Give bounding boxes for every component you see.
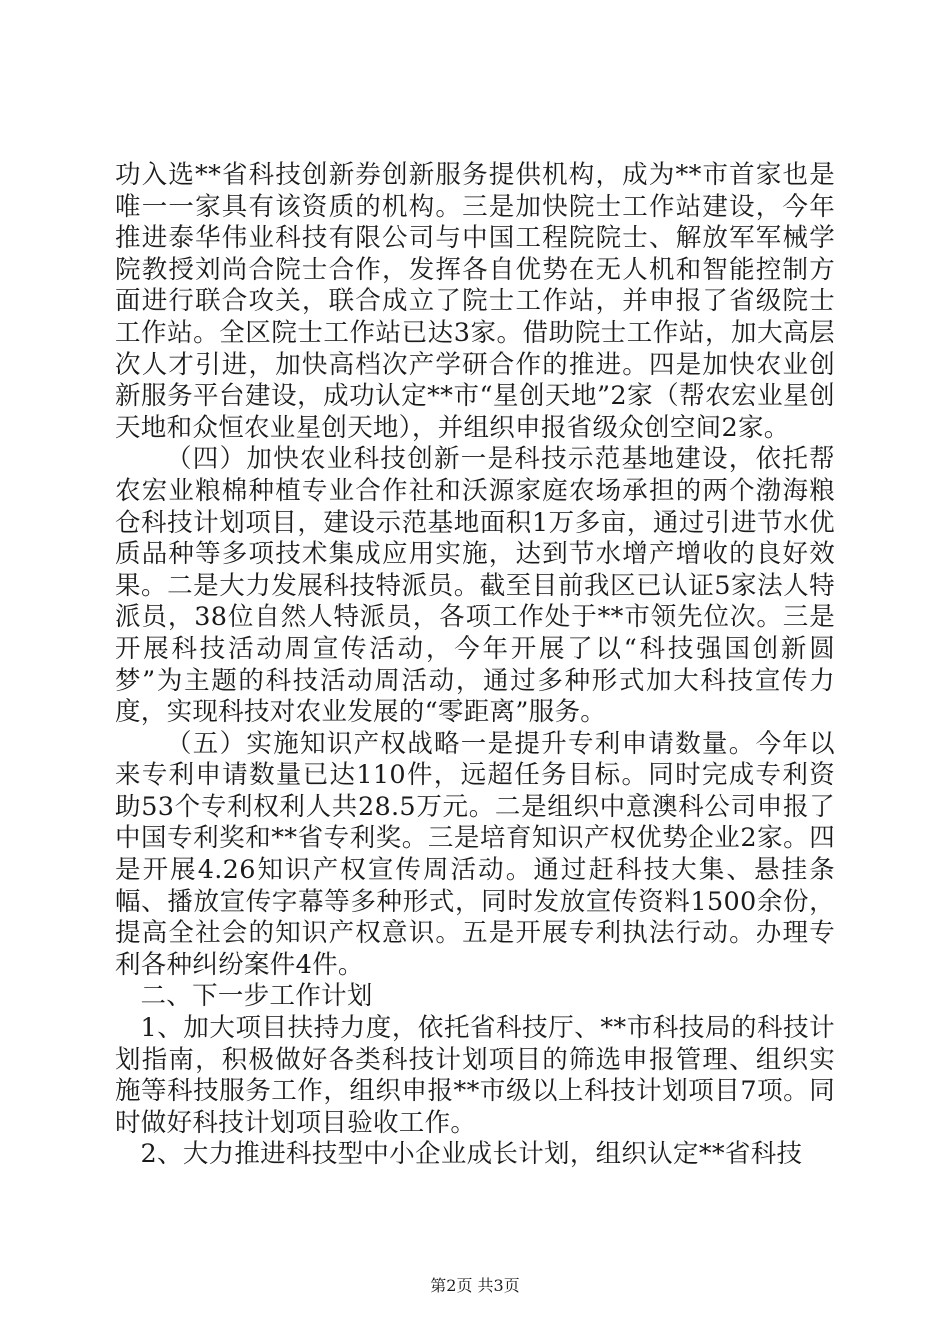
section-heading-next-plan: 二、下一步工作计划	[140, 981, 373, 1012]
document-body	[115, 160, 835, 1171]
paragraph-section-5: （五）实施知识产权战略一是提升专利申请数量。今年以来专利申请数量已达110件，远超任务目标。同时完成专利资助53个专利权利人共28.5万元。二是组织中意澳科公司申报了中国专利奖和**省专利奖。三是培育知识产权优势企业2家。四是开展4.26知识产权宣传周活动。通过赶科技大集、悬挂条幅、播放宣传字幕等多种形式，同时发放宣传资料1500余份，提高全社会的知识产权意识。五是开展专利执法行动。办理专利各种纠纷案件4件。	[115, 728, 835, 980]
paragraph-1: 功入选**省科技创新券创新服务提供机构，成为**市首家也是唯一一家具有该资质的机构。三是加快院士工作站建设，今年推进泰华伟业科技有限公司与中国工程院院士、解放军军械学院教授刘尚合院士合作，发挥各自优势在无人机和智能控制方面进行联合攻关，联合成立了院士工作站，并申报了省级院士工作站。全区院士工作站已达3家。借助院士工作站，加大高层次人才引进，加快高档次产学研合作的推进。四是加快农业创新服务平台建设，成功认定**市“星创天地”2家（帮农宏业星创天地和众恒农业星创天地），并组织申报省级众创空间2家。	[115, 160, 835, 443]
plan-item-1: 1、加大项目扶持力度，依托省科技厅、**市科技局的科技计划指南，积极做好各类科技计划项目的筛选申报管理、组织实施等科技服务工作，组织申报**市级以上科技计划项目7项。同时做好科技计划项目验收工作。	[115, 1013, 835, 1138]
page-number-footer: 第2页 共3页	[430, 1276, 520, 1295]
paragraph-section-4: （四）加快农业科技创新一是科技示范基地建设，依托帮农宏业粮棉种植专业合作社和沃源家庭农场承担的两个渤海粮仓科技计划项目，建设示范基地面积1万多亩，通过引进节水优质品种等多项技术集成应用实施，达到节水增产增收的良好效果。二是大力发展科技特派员。截至目前我区已认证5家法人特派员，38位自然人特派员，各项工作处于**市领先位次。三是开展科技活动周宣传活动，今年开展了以“科技强国创新圆梦”为主题的科技活动周活动，通过多种形式加大科技宣传力度，实现科技对农业发展的“零距离”服务。	[115, 444, 835, 728]
plan-item-2: 2、大力推进科技型中小企业成长计划，组织认定**省科技	[140, 1139, 803, 1170]
